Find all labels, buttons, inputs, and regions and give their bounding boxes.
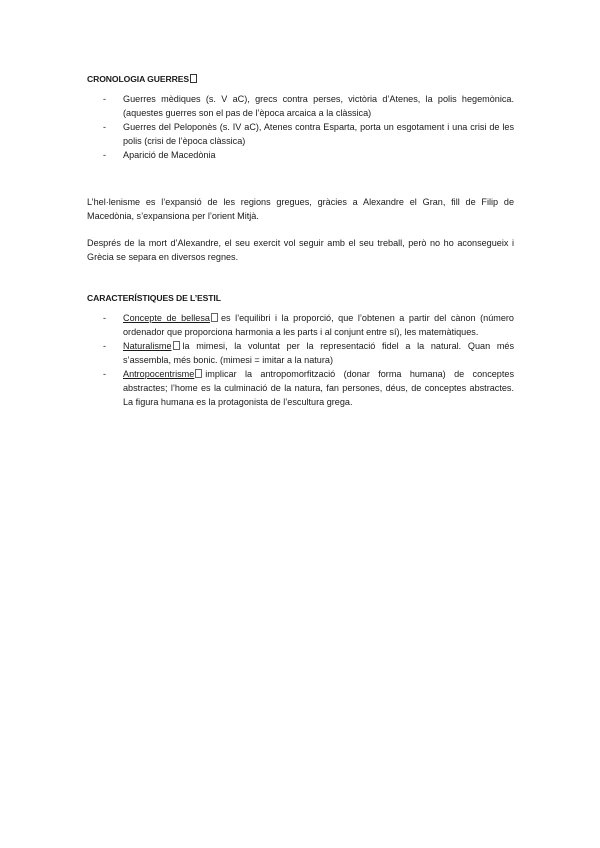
paragraph: Després de la mort d’Alexandre, el seu exercit vol seguir amb el seu treball, però no ho aconsegueix i Grècia se separa en diversos regnes. — [87, 238, 514, 262]
dash-bullet: - — [103, 150, 107, 160]
dash-bullet: - — [103, 122, 107, 132]
caracteristiques-section — [87, 291, 514, 409]
list-item — [87, 311, 514, 339]
list-item-text: Guerres del Peloponès (s. IV aC), Atenes contra Esparta, porta un esgotament i una crisi de les polis (crisi de l’època clàssica) — [123, 122, 514, 146]
list-item-text: Guerres mèdiques (s. V aC), grecs contra perses, victòria d’Atenes, la polis hegemònica. (aquestes guerres son el pas de l’època arcaica a la clàssica) — [123, 94, 514, 118]
term-label: Antropocentrisme — [123, 369, 195, 379]
caracteristiques-heading: CARACTERÍSTIQUES DE L’ESTIL — [87, 293, 221, 303]
dash-bullet: - — [103, 313, 107, 323]
list-item-text: es l’equilibri i la proporció, que l’obtenen a partir del cànon (número ordenador que proporciona harmonia a les parts i al conjunt entre sí), les matemàtiques. — [123, 313, 514, 337]
list-item — [87, 120, 514, 148]
alexandre-paragraph-block — [87, 236, 514, 264]
term-label: Concepte de bellesa — [123, 313, 210, 323]
cronologia-list — [87, 92, 514, 162]
term-label: Naturalisme — [123, 341, 172, 351]
list-item-text: implicar la antropomorfització (donar forma humana) de conceptes abstractes; l’home es la culminació de la natura, fan persones, déus, de conceptes abstractes. La figura humana es la protagonista de l’escultura grega. — [123, 369, 514, 407]
list-item — [87, 339, 514, 367]
dash-bullet: - — [103, 369, 107, 379]
dash-bullet: - — [103, 94, 107, 104]
paragraph: L’hel·lenisme es l’expansió de les regions gregues, gràcies a Alexandre el Gran, fill de Filip de Macedònia, s’expansiona per l’orient Mitjà. — [87, 197, 514, 221]
missing-glyph-box — [173, 341, 180, 350]
missing-glyph-box — [211, 313, 218, 322]
list-item-text: Aparició de Macedònia — [123, 150, 216, 160]
cronologia-section — [87, 72, 514, 162]
cronologia-heading-text: CRONOLOGIA GUERRES — [87, 74, 189, 84]
list-item — [87, 148, 514, 162]
list-item-text: la mimesi, la voluntat per la representació fidel a la natural. Quan més s’assembla, més bonic. (mimesi = imitar a la natura) — [123, 341, 514, 365]
hellenisme-paragraph-block — [87, 195, 514, 223]
list-item — [87, 92, 514, 120]
list-item — [87, 367, 514, 409]
dash-bullet: - — [103, 341, 107, 351]
cronologia-heading — [87, 72, 514, 86]
missing-glyph-box — [195, 369, 202, 378]
missing-glyph-box — [190, 74, 197, 83]
caracteristiques-list — [87, 311, 514, 409]
